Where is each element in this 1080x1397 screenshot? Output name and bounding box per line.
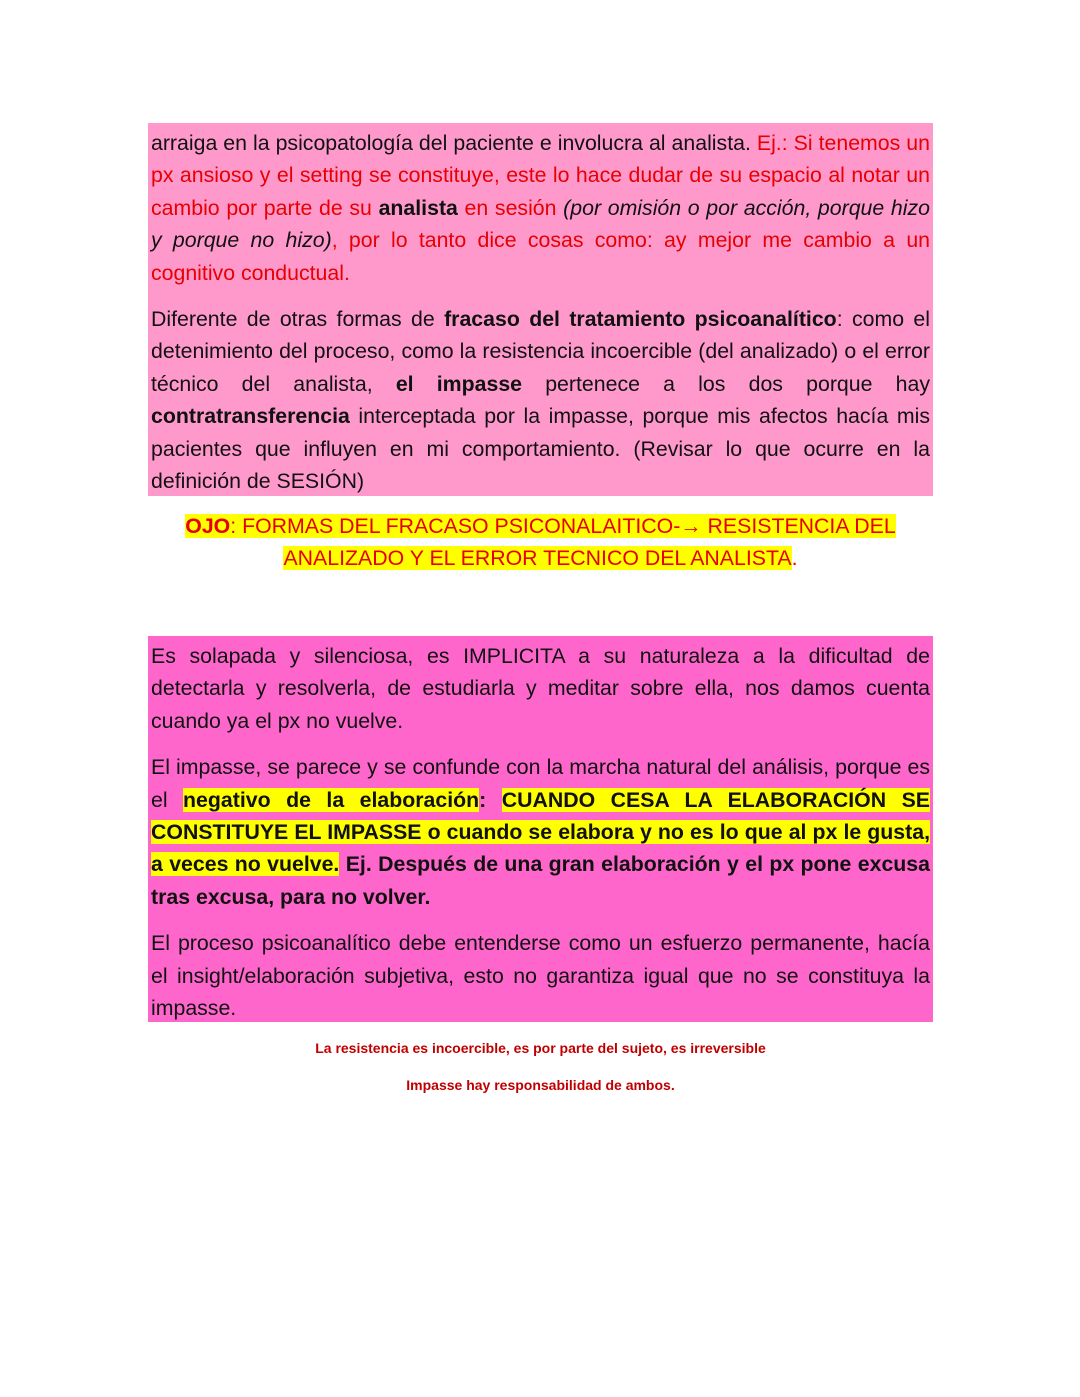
paragraph-negative-elaboration: El impasse, se parece y se confunde con la marcha natural del análisis, porque es el negativo de la elaboración: CUANDO CESA LA ELABORACIÓN SE CONSTITUYE EL IMPASSE o cuando se elabora y no es lo que al px le gusta, a veces no vuelve. Ej. Después de una gran elaboración y el px pone excusa tras excusa, para no volver. xyxy=(151,755,930,909)
paragraph-impasse-example: arraiga en la psicopatología del paciente e involucra al analista. Ej.: Si tenemos un px ansioso y el setting se constituye, este lo hace dudar de su espacio al notar un cambio por parte de su analista en sesión (por omisión o por acción, porque hizo y porque no hizo), por lo tanto dice cosas como: ay mejor me cambio a un cognitivo conductual. xyxy=(151,131,931,285)
arrow-icon: → xyxy=(680,514,702,538)
paragraph-treatment-failure: Diferente de otras formas de fracaso del tratamiento psicoanalítico: como el detenimiento del proceso, como la resistencia incoercible (del analizado) o el error técnico del analista, el impasse pertenece a los dos porque hay contratransferencia interceptada por la impasse, porque mis afectos hacía mis pacientes que influyen en mi comportamiento. (Revisar lo que ocurre en la definición de SESIÓN) xyxy=(151,307,930,494)
ojo-label: OJO xyxy=(185,514,231,538)
ojo-callout: OJO: FORMAS DEL FRACASO PSICONALAITICO-→ RESISTENCIA DEL ANALIZADO Y EL ERROR TECNICO DEL ANALISTA. xyxy=(185,514,896,571)
note-impasse-responsibility: Impasse hay responsabilidad de ambos. xyxy=(406,1077,675,1093)
magenta-note-block-2 xyxy=(148,636,933,1022)
pink-note-block-1 xyxy=(148,123,933,496)
example-text: Ej.: Si tenemos un px ansioso y el setting se constituye, este lo hace dudar de su espacio al notar un cambio por parte de su xyxy=(151,131,930,220)
paragraph-silent-impasse: Es solapada y silenciosa, es IMPLICITA a su naturaleza a la dificultad de detectarla y resolverla, de estudiarla y meditar sobre ella, nos damos cuenta cuando ya el px no vuelve. xyxy=(151,644,930,733)
note-resistance: La resistencia es incoercible, es por parte del sujeto, es irreversible xyxy=(315,1040,766,1056)
paragraph-psychoanalytic-process: El proceso psicoanalítico debe entenderse como un esfuerzo permanente, hacía el insight/elaboración subjetiva, esto no garantiza igual que no se constituya la impasse. xyxy=(151,931,930,1021)
